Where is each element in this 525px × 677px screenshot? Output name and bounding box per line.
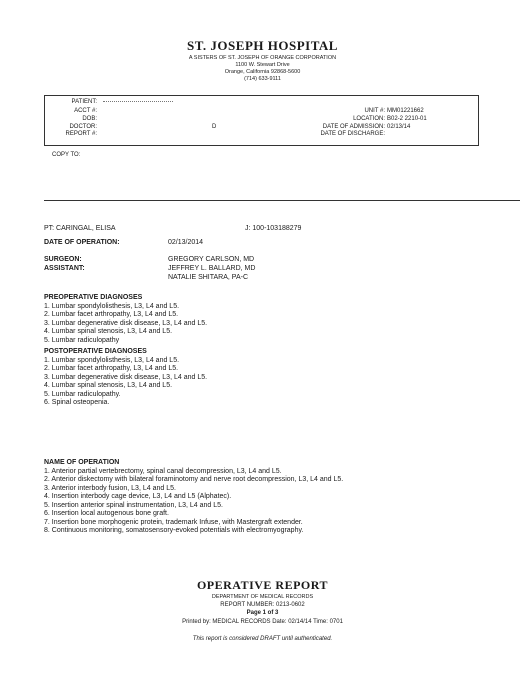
preoperative-title: PREOPERATIVE DIAGNOSES <box>44 294 143 301</box>
list-item: 7. Insertion bone morphogenic protein, trademark Infuse, with Mastergraft extender. <box>44 518 303 526</box>
patient-info-box <box>44 95 479 146</box>
list-item: 4. Lumbar spinal stenosis, L3, L4 and L5. <box>44 382 173 389</box>
list-item: 4. Insertion interbody cage device, L3, L4 and L5 (Alphatec). <box>44 493 232 500</box>
admission-value: 02/13/14 <box>387 124 411 130</box>
list-item: 6. Insertion local autogenous bone graft. <box>44 510 169 517</box>
operation-section <box>44 459 343 536</box>
printed-by: Printed by: MEDICAL RECORDS Date: 02/14/14 Time: 0701 <box>182 619 343 625</box>
hospital-city: Orange, California 92868-5600 <box>224 69 301 75</box>
report-number: REPORT NUMBER: 0213-0602 <box>220 602 305 608</box>
list-item: 1. Lumbar spondylolisthesis, L3, L4 and L5. <box>44 302 180 310</box>
list-item: 5. Insertion anterior spinal instrumentation, L3, L4 and L5. <box>44 501 223 509</box>
list-item: 4. Lumbar spinal stenosis, L3, L4 and L5. <box>44 328 173 335</box>
location-value: B02-2 2210-01 <box>387 116 427 122</box>
list-item: 8. Continuous monitoring, somatosensory-evoked potentials with electromyography. <box>44 527 304 534</box>
surgeon-value: GREGORY CARLSON, MD <box>168 256 255 263</box>
patient-label: PATIENT: <box>71 99 97 105</box>
preoperative-section <box>44 294 207 345</box>
list-item: 3. Anterior interbody fusion, L3, L4 and L5. <box>44 484 176 492</box>
unit-value: MM01221662 <box>387 108 424 114</box>
divider <box>44 200 520 201</box>
list-item: 3. Lumbar degenerative disk disease, L3, L4 and L5. <box>44 319 208 327</box>
list-item: 1. Anterior partial vertebrectomy, spinal canal decompression, L3, L4 and L5. <box>44 467 282 475</box>
postoperative-section <box>44 348 207 408</box>
list-item: 2. Anterior diskectomy with bilateral foraminotomy and nerve root decompression, L3, L4 and L5. <box>44 476 344 483</box>
list-item: 5. Lumbar radiculopathy <box>44 336 120 344</box>
list-item: 2. Lumbar facet arthropathy, L3, L4 and L5. <box>44 365 179 372</box>
unit-label: UNIT #: <box>364 108 385 114</box>
report-title: OPERATIVE REPORT <box>196 578 329 592</box>
operation-title: NAME OF OPERATION <box>44 459 120 466</box>
list-item: 2. Lumbar facet arthropathy, L3, L4 and L5. <box>44 311 179 318</box>
list-item: 6. Spinal osteopenia. <box>44 399 110 406</box>
page-number: Page 1 of 3 <box>246 610 279 616</box>
list-item: 3. Lumbar degenerative disk disease, L3, L4 and L5. <box>44 373 208 381</box>
hospital-street: 1100 W. Stewart Drive <box>235 62 290 68</box>
list-item: 5. Lumbar radiculopathy. <box>44 390 121 398</box>
redacted-patient-name <box>103 101 173 102</box>
doctor-label: DOCTOR: <box>69 124 97 130</box>
discharge-label: DATE OF DISCHARGE: <box>320 131 385 137</box>
hospital-corporation: A SISTERS OF ST. JOSEPH OF ORANGE CORPORATION <box>188 55 337 61</box>
surgeon-label: SURGEON: <box>44 256 82 263</box>
acct-label: ACCT #: <box>74 108 97 114</box>
draft-note: This report is considered DRAFT until authenticated. <box>192 636 333 642</box>
location-label: LOCATION: <box>353 116 385 122</box>
copy-to-label: COPY TO: <box>52 152 81 158</box>
assistant-value-1: JEFFREY L. BALLARD, MD <box>168 265 256 272</box>
doctor-code: D <box>212 124 217 130</box>
job-number: J: 100-103188279 <box>245 225 302 232</box>
date-of-operation-value: 02/13/2014 <box>168 239 204 246</box>
patient-name-line: PT: CARINGAL, ELISA <box>44 225 116 232</box>
assistant-label: ASSISTANT: <box>44 265 85 272</box>
assistant-value-2: NATALIE SHITARA, PA-C <box>168 274 248 281</box>
hospital-phone: (714) 633-9111 <box>244 76 281 82</box>
department: DEPARTMENT OF MEDICAL RECORDS <box>211 594 314 600</box>
admission-label: DATE OF ADMISSION: <box>322 124 385 130</box>
list-item: 1. Lumbar spondylolisthesis, L3, L4 and L5. <box>44 356 180 364</box>
report-label: REPORT #: <box>65 131 97 137</box>
date-of-operation-label: DATE OF OPERATION: <box>44 239 120 246</box>
hospital-name: ST. JOSEPH HOSPITAL <box>187 38 338 53</box>
dob-label: DOB: <box>82 116 97 122</box>
postoperative-title: POSTOPERATIVE DIAGNOSES <box>44 348 147 355</box>
